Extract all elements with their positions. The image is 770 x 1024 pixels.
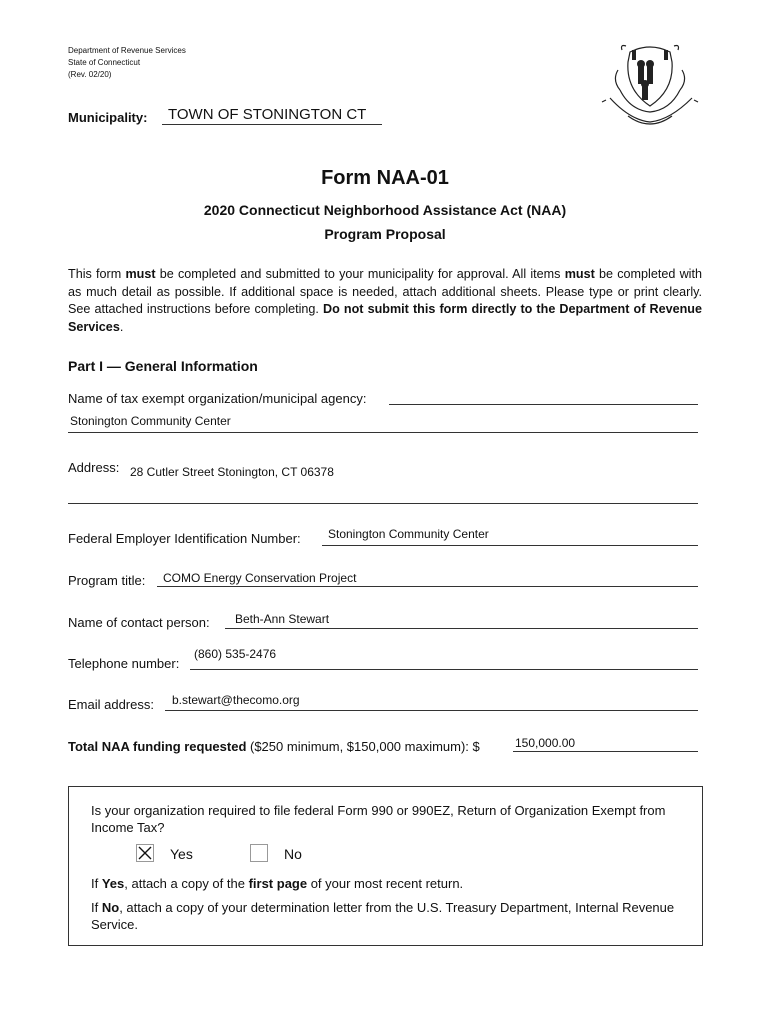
telephone-label: Telephone number:	[68, 656, 180, 671]
yes-checkbox[interactable]	[136, 844, 154, 862]
address-line	[68, 503, 698, 504]
form-subtitle: 2020 Connecticut Neighborhood Assistance Act (NAA)	[203, 202, 567, 218]
org-name-line1	[389, 404, 698, 405]
contact-person-label: Name of contact person:	[68, 615, 210, 630]
state-seal-icon	[600, 40, 700, 136]
address-value[interactable]: 28 Cutler Street Stonington, CT 06378	[130, 465, 334, 479]
form-title: Form NAA-01	[321, 167, 449, 189]
yes-label: Yes	[170, 846, 193, 862]
form-990-question-box	[68, 786, 703, 946]
email-label: Email address:	[68, 697, 154, 712]
if-yes-instruction: If Yes, attach a copy of the first page of your most recent return.	[91, 876, 464, 891]
email-line	[165, 710, 698, 711]
department-name: Department of Revenue Services	[68, 46, 186, 55]
telephone-value[interactable]: (860) 535-2476	[194, 647, 277, 661]
no-checkbox[interactable]	[250, 844, 268, 862]
funding-value[interactable]: 150,000.00	[515, 736, 576, 750]
funding-label: Total NAA funding requested ($250 minimum, $150,000 maximum): $	[68, 739, 480, 754]
revision-date: (Rev. 02/20)	[68, 70, 112, 79]
form-990-question: Is your organization required to file federal Form 990 or 990EZ, Return of Organization Exempt from Income Tax?	[91, 803, 666, 835]
municipality-line	[162, 124, 382, 125]
org-name-line2	[68, 432, 698, 433]
program-title-line	[157, 586, 698, 587]
municipality-label: Municipality:	[68, 110, 148, 125]
org-name-value[interactable]: Stonington Community Center	[70, 414, 231, 428]
form-subtitle-program: Program Proposal	[324, 226, 446, 242]
if-no-instruction: If No, attach a copy of your determination letter from the U.S. Treasury Department, Internal Revenue Service.	[91, 900, 675, 932]
state-name: State of Connecticut	[68, 58, 141, 67]
funding-line	[513, 751, 698, 752]
telephone-line	[190, 669, 698, 670]
intro-paragraph: This form must be completed and submitted to your municipality for approval. All items must be completed with as much detail as possible. If additional space is needed, attach additional sheets. Please type or print clearly. See attached instructions before completing. Do not submit this form directly to the Department of Revenue Services.	[68, 267, 702, 334]
program-title-label: Program title:	[68, 573, 146, 588]
fein-value[interactable]: Stonington Community Center	[328, 527, 489, 541]
fein-label: Federal Employer Identification Number:	[68, 531, 301, 546]
no-label: No	[284, 846, 302, 862]
program-title-value[interactable]: COMO Energy Conservation Project	[163, 571, 357, 585]
contact-person-value[interactable]: Beth-Ann Stewart	[235, 612, 330, 626]
municipality-value[interactable]: TOWN OF STONINGTON CT	[168, 106, 367, 123]
address-label: Address:	[68, 460, 120, 475]
email-value[interactable]: b.stewart@thecomo.org	[172, 693, 300, 707]
part1-heading: Part I — General Information	[68, 358, 258, 374]
fein-line	[322, 545, 698, 546]
org-name-label: Name of tax exempt organization/municipal agency:	[68, 391, 367, 406]
contact-person-line	[225, 628, 698, 629]
checkmark-x-icon	[137, 845, 153, 861]
